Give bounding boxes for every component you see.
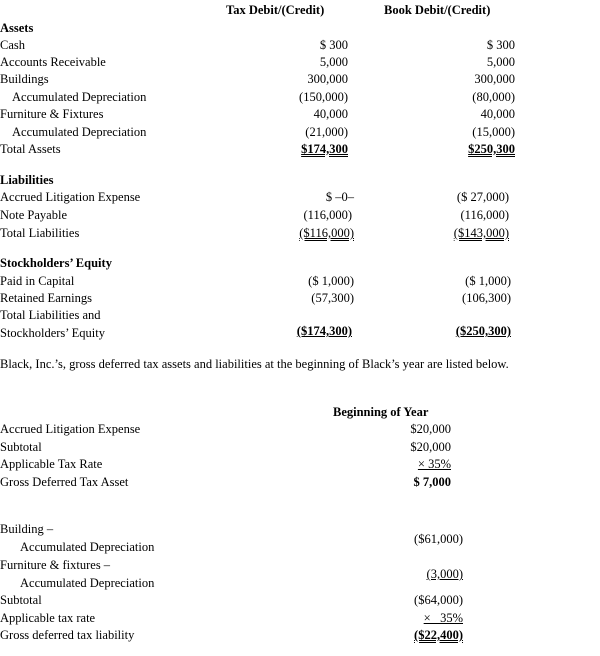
building-value: ($61,000): [414, 532, 463, 546]
asset-book-value: $ 300: [486, 38, 515, 52]
asset-book-value: 40,000: [480, 107, 515, 121]
equity-book-value: (106,300): [462, 291, 511, 305]
liability-tax-value: $ –0–: [325, 190, 354, 204]
deferred-asset-label: Accrued Litigation Expense: [0, 422, 141, 436]
total-assets-tax: $174,300: [301, 142, 348, 156]
total-liabilities-equity-tax: ($174,300): [296, 324, 352, 338]
asset-label: Cash: [0, 38, 25, 52]
gross-deferred-tax-liability-value: ($22,400): [414, 628, 463, 642]
intro-paragraph: Black, Inc.’s, gross deferred tax assets and liabilities at the beginning of Black’s year are listed below.: [0, 357, 509, 371]
asset-label: Accumulated Depreciation: [12, 125, 147, 139]
total-liabilities-equity-label: Stockholders’ Equity: [0, 326, 105, 340]
equity-label: Retained Earnings: [0, 291, 92, 305]
equity-tax-value: (57,300): [311, 291, 354, 305]
furniture-value: (3,000): [426, 567, 463, 581]
asset-tax-value: 40,000: [313, 107, 348, 121]
deferred-asset-label: Subtotal: [0, 440, 42, 454]
deferred-asset-value: $20,000: [410, 440, 451, 454]
deferred-asset-value: × 35%: [417, 457, 451, 471]
asset-book-value: (15,000): [472, 125, 515, 139]
asset-tax-value: 5,000: [319, 55, 348, 69]
asset-label: Furniture & Fixtures: [0, 107, 104, 121]
total-liabilities-book: ($143,000): [453, 226, 509, 240]
asset-label: Accumulated Depreciation: [12, 90, 147, 104]
subtotal-value: ($64,000): [414, 593, 463, 607]
asset-book-value: (80,000): [472, 90, 515, 104]
subtotal-label: Subtotal: [0, 593, 42, 607]
asset-book-value: 300,000: [474, 72, 515, 86]
assets-heading: Assets: [0, 21, 34, 35]
building-accum-dep-label: Accumulated Depreciation: [20, 540, 155, 554]
asset-label: Accounts Receivable: [0, 55, 106, 69]
tax-rate-label: Applicable tax rate: [0, 611, 96, 625]
total-liabilities-tax: ($116,000): [299, 226, 354, 240]
equity-label: Total Liabilities and: [0, 308, 101, 322]
liabilities-heading: Liabilities: [0, 173, 54, 187]
asset-tax-value: (21,000): [305, 125, 348, 139]
equity-book-value: ($ 1,000): [465, 274, 511, 288]
liability-label: Note Payable: [0, 208, 67, 222]
asset-tax-value: 300,000: [307, 72, 348, 86]
total-assets-label: Total Assets: [0, 142, 61, 156]
liability-label: Accrued Litigation Expense: [0, 190, 141, 204]
gross-deferred-tax-asset-value: $ 7,000: [413, 475, 451, 489]
asset-label: Buildings: [0, 72, 49, 86]
equity-tax-value: ($ 1,000): [308, 274, 354, 288]
furniture-label: Furniture & fixtures –: [0, 558, 111, 572]
building-label: Building –: [0, 522, 54, 536]
furniture-accum-dep-label: Accumulated Depreciation: [20, 576, 155, 590]
tax-column-header: Tax Debit/(Credit): [226, 3, 325, 17]
asset-tax-value: $ 300: [319, 38, 348, 52]
equity-label: Paid in Capital: [0, 274, 75, 288]
tax-rate-value: × 35%: [423, 611, 463, 625]
beginning-of-year-header: Beginning of Year: [333, 405, 429, 419]
gross-deferred-tax-asset-label: Gross Deferred Tax Asset: [0, 475, 129, 489]
total-liabilities-label: Total Liabilities: [0, 226, 80, 240]
liability-book-value: (116,000): [460, 208, 509, 222]
total-liabilities-equity-book: ($250,300): [455, 324, 511, 338]
gross-deferred-tax-liability-label: Gross deferred tax liability: [0, 628, 135, 642]
deferred-asset-value: $20,000: [410, 422, 451, 436]
total-assets-book: $250,300: [468, 142, 515, 156]
asset-tax-value: (150,000): [299, 90, 348, 104]
book-column-header: Book Debit/(Credit): [384, 3, 491, 17]
asset-book-value: 5,000: [486, 55, 515, 69]
deferred-asset-label: Applicable Tax Rate: [0, 457, 103, 471]
liability-tax-value: (116,000): [303, 208, 352, 222]
liability-book-value: ($ 27,000): [456, 190, 509, 204]
equity-heading: Stockholders’ Equity: [0, 256, 112, 270]
